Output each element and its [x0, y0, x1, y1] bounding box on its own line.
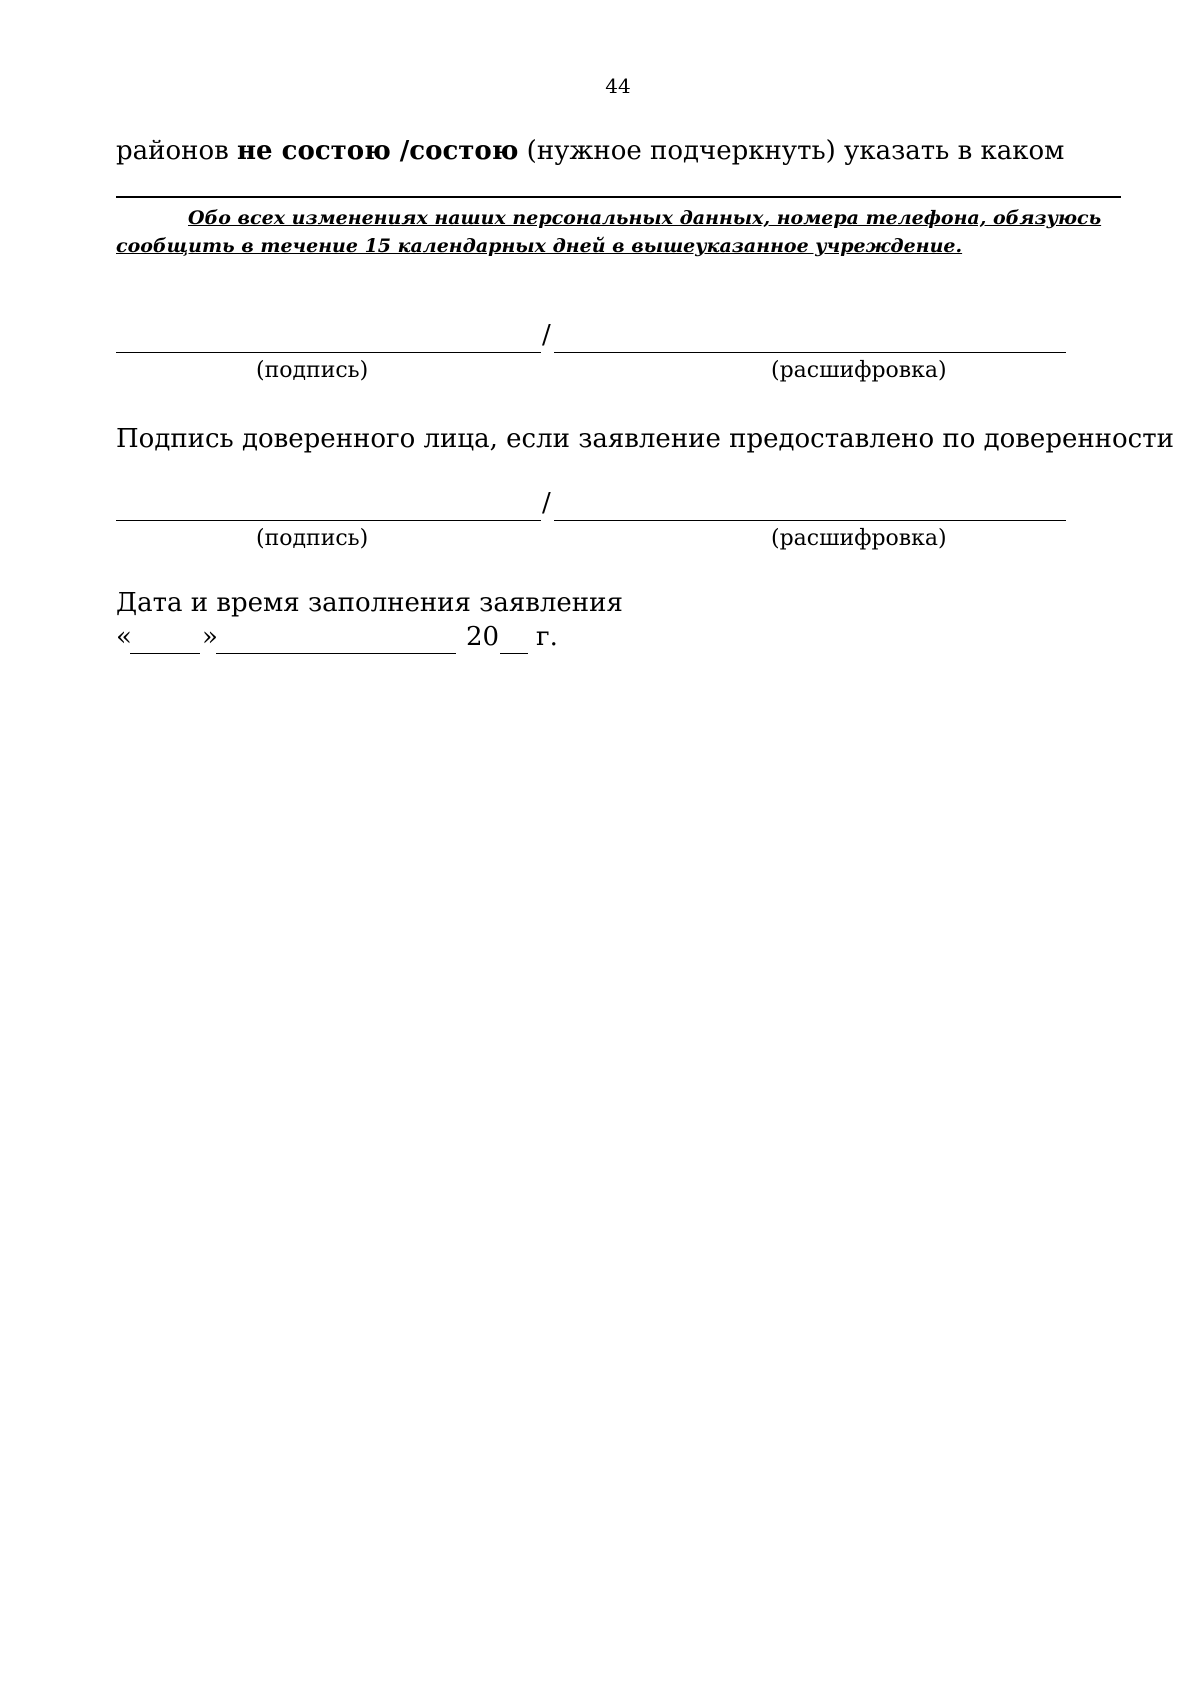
signature-separator: /	[542, 320, 551, 350]
applicant-signature-block	[116, 318, 1066, 388]
year-suffix: г.	[536, 622, 558, 652]
status-options: не состою /состою	[237, 136, 519, 166]
proxy-signature-label: Подпись доверенного лица, если заявление предоставлено по доверенности	[116, 424, 1174, 454]
signature-caption: (подпись)	[256, 358, 369, 383]
month-blank[interactable]	[216, 653, 456, 654]
proxy-signature-line[interactable]	[116, 520, 541, 521]
date-title: Дата и время заполнения заявления	[116, 588, 623, 618]
day-blank[interactable]	[130, 653, 200, 654]
proxy-name-line[interactable]	[554, 520, 1066, 521]
open-quote: «	[116, 622, 132, 652]
applicant-name-line[interactable]	[554, 352, 1066, 353]
signature-caption: (подпись)	[256, 526, 369, 551]
districts-prefix: районов	[116, 136, 238, 166]
page-number: 44	[605, 74, 631, 98]
year-blank[interactable]	[500, 653, 528, 654]
year-prefix: 20	[466, 622, 500, 652]
signature-separator: /	[542, 488, 551, 518]
proxy-signature-block	[116, 486, 1066, 556]
notice-block	[116, 204, 1102, 260]
notice-line-1: Обо всех изменениях наших персональных данных, номера телефона, обязуюсь	[188, 207, 1102, 229]
applicant-signature-line[interactable]	[116, 352, 541, 353]
districts-answer-line[interactable]	[116, 196, 1121, 198]
name-caption: (расшифровка)	[771, 526, 947, 551]
districts-suffix: (нужное подчеркнуть) указать в каком	[518, 136, 1065, 166]
notice-line-2: сообщить в течение 15 календарных дней в вышеуказанное учреждение.	[116, 235, 963, 257]
close-quote: »	[202, 622, 218, 652]
date-fill-row	[116, 622, 716, 658]
districts-status-line	[116, 136, 1064, 166]
name-caption: (расшифровка)	[771, 358, 947, 383]
